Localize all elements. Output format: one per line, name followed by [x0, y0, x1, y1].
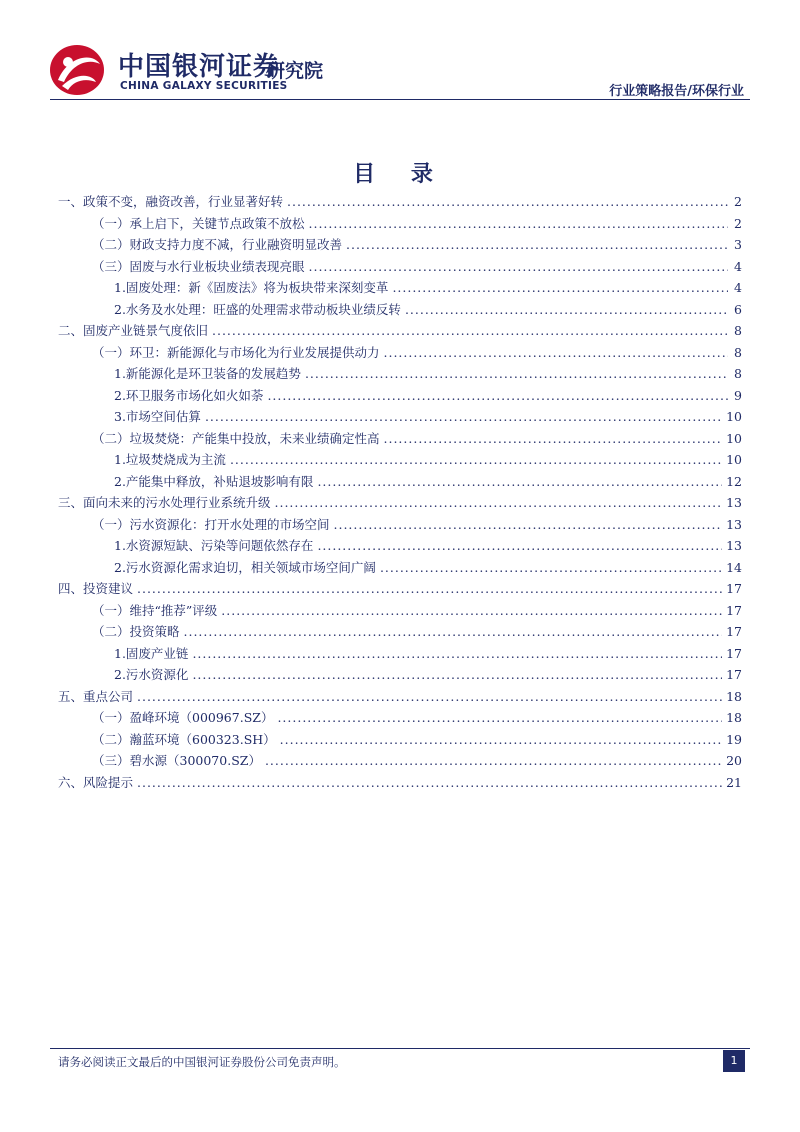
toc-entry-title: 1.垃圾焚烧成为主流 — [114, 452, 226, 467]
toc-entry-title: （一）盈峰环境（000967.SZ） — [92, 710, 274, 725]
toc-entry-page: 21 — [726, 774, 742, 790]
toc-leader-dots — [192, 667, 722, 682]
toc-entry-page: 9 — [734, 387, 742, 403]
toc-entry-page: 4 — [734, 280, 742, 295]
toc-entry-page: 13 — [726, 516, 742, 532]
toc-entry-page: 6 — [734, 301, 742, 317]
toc-entry[interactable] — [58, 515, 742, 537]
toc-entry[interactable] — [58, 364, 742, 386]
toc-entry[interactable] — [58, 407, 742, 429]
toc-entry-page: 17 — [726, 667, 742, 682]
toc-entry[interactable] — [58, 321, 742, 343]
toc-entry-page: 19 — [726, 731, 742, 747]
toc-entry[interactable] — [58, 300, 742, 322]
toc-entry[interactable] — [58, 429, 742, 451]
toc-entry-page: 13 — [726, 538, 742, 553]
toc-entry-page: 18 — [726, 688, 742, 704]
toc-entry[interactable] — [58, 687, 742, 709]
toc-leader-dots — [137, 581, 722, 596]
toc-entry-title: 五、重点公司 — [58, 688, 134, 704]
page-number-badge: 1 — [723, 1050, 745, 1072]
toc-entry-title: 2.产能集中释放，补贴退坡影响有限 — [114, 473, 314, 489]
toc-leader-dots — [230, 452, 722, 467]
toc-leader-dots — [137, 689, 722, 704]
toc-entry-page: 10 — [726, 452, 742, 467]
toc-entry-title: 六、风险提示 — [58, 774, 134, 790]
toc-entry[interactable] — [58, 235, 742, 257]
toc-leader-dots — [380, 560, 722, 575]
toc-entry[interactable] — [58, 579, 742, 601]
toc-entry[interactable] — [58, 730, 742, 752]
toc-leader-dots — [305, 366, 728, 381]
toc-entry[interactable] — [58, 558, 742, 580]
logo-institute-name: 研究院 — [266, 60, 324, 82]
toc-leader-dots — [317, 538, 722, 553]
toc-entry[interactable] — [58, 751, 742, 773]
toc-leader-dots — [221, 603, 722, 618]
toc-leader-dots — [334, 517, 723, 532]
toc-entry[interactable] — [58, 214, 742, 236]
toc-entry-page: 17 — [726, 645, 742, 661]
toc-leader-dots — [265, 753, 722, 768]
toc-entry-title: （三）碧水源（300070.SZ） — [92, 753, 261, 768]
toc-leader-dots — [287, 194, 728, 209]
toc-entry-title: 二、固废产业链景气度依旧 — [58, 323, 209, 338]
toc-entry-title: 一、政策不变，融资改善，行业显著好转 — [58, 194, 284, 209]
toc-entry[interactable] — [58, 493, 742, 515]
toc-entry-page: 13 — [726, 495, 742, 510]
toc-entry-title: 2.污水资源化需求迫切，相关领域市场空间广阔 — [114, 559, 376, 575]
toc-entry-title: （二）投资策略 — [92, 624, 180, 639]
toc-leader-dots — [184, 624, 723, 639]
toc-entry[interactable] — [58, 343, 742, 365]
toc-entry[interactable] — [58, 644, 742, 666]
toc-entry-title: （二）瀚蓝环境（600323.SH） — [92, 731, 276, 747]
toc-entry[interactable] — [58, 601, 742, 623]
toc-entry-page: 8 — [734, 344, 742, 360]
toc-entry[interactable] — [58, 386, 742, 408]
toc-entry[interactable] — [58, 278, 742, 300]
header-divider — [50, 99, 750, 100]
toc-entry-title: （三）固废与水行业板块业绩表现亮眼 — [92, 258, 305, 274]
toc-entry-page: 14 — [726, 559, 742, 575]
toc-entry[interactable] — [58, 665, 742, 687]
toc-entry-title: 1.固废处理：新《固废法》将为板块带来深刻变革 — [114, 280, 389, 295]
galaxy-logo-icon — [48, 42, 106, 98]
toc-entry[interactable] — [58, 536, 742, 558]
toc-entry-page: 17 — [726, 624, 742, 639]
toc-entry-title: 四、投资建议 — [58, 581, 134, 596]
table-of-contents — [58, 192, 742, 794]
toc-entry-page: 10 — [726, 430, 742, 446]
logo-chinese-name: 中国银河证券 — [118, 52, 281, 82]
toc-leader-dots — [384, 431, 723, 446]
toc-leader-dots — [280, 732, 722, 747]
toc-entry-title: 1.固废产业链 — [114, 645, 189, 661]
toc-leader-dots — [212, 323, 728, 338]
toc-entry-page: 3 — [734, 237, 742, 252]
toc-leader-dots — [267, 388, 728, 403]
toc-entry-page: 20 — [726, 753, 742, 768]
toc-leader-dots — [405, 302, 728, 317]
toc-entry-page: 10 — [726, 409, 742, 424]
footer-disclaimer: 请务必阅读正文最后的中国银河证券股份公司免责声明。 — [58, 1055, 346, 1069]
toc-leader-dots — [192, 646, 722, 661]
toc-entry-page: 8 — [734, 366, 742, 381]
toc-entry-title: （一）维持“推荐”评级 — [92, 602, 218, 618]
toc-leader-dots — [275, 495, 723, 510]
toc-entry-page: 17 — [726, 602, 742, 618]
toc-leader-dots — [317, 474, 722, 489]
toc-title: 目 录 — [353, 161, 447, 187]
toc-entry-title: （一）承上启下，关键节点政策不放松 — [92, 215, 305, 231]
toc-entry[interactable] — [58, 773, 742, 795]
toc-entry-page: 12 — [726, 473, 742, 489]
toc-entry-title: （一）环卫：新能源化与市场化为行业发展提供动力 — [92, 344, 380, 360]
toc-entry[interactable] — [58, 257, 742, 279]
report-header — [0, 0, 800, 104]
logo-english-name: CHINA GALAXY SECURITIES — [120, 80, 288, 92]
toc-entry-page: 17 — [726, 581, 742, 596]
toc-leader-dots — [277, 710, 722, 725]
toc-entry-title: 2.环卫服务市场化如火如荼 — [114, 387, 264, 403]
toc-entry-title: （二）财政支持力度不减，行业融资明显改善 — [92, 237, 343, 252]
toc-leader-dots — [205, 409, 722, 424]
toc-entry-title: 2.污水资源化 — [114, 667, 189, 682]
report-type-label: 行业策略报告/环保行业 — [609, 84, 744, 99]
toc-entry-page: 4 — [734, 258, 742, 274]
toc-entry-title: （二）垃圾焚烧：产能集中投放，未来业绩确定性高 — [92, 430, 380, 446]
toc-entry-title: 2.水务及水处理：旺盛的处理需求带动板块业绩反转 — [114, 301, 401, 317]
toc-entry-page: 8 — [734, 323, 742, 338]
toc-leader-dots — [392, 280, 728, 295]
toc-entry-page: 2 — [734, 194, 742, 209]
toc-entry[interactable] — [58, 450, 742, 472]
toc-entry-title: 三、面向未来的污水处理行业系统升级 — [58, 495, 271, 510]
toc-leader-dots — [137, 775, 722, 790]
toc-leader-dots — [346, 237, 728, 252]
toc-entry-title: （一）污水资源化：打开水处理的市场空间 — [92, 516, 330, 532]
toc-entry-page: 2 — [734, 215, 742, 231]
toc-entry[interactable] — [58, 472, 742, 494]
toc-entry[interactable] — [58, 708, 742, 730]
toc-entry-title: 3.市场空间估算 — [114, 409, 201, 424]
toc-entry[interactable] — [58, 622, 742, 644]
toc-leader-dots — [309, 216, 728, 231]
toc-leader-dots — [309, 259, 728, 274]
toc-entry[interactable] — [58, 192, 742, 214]
footer-divider — [50, 1048, 750, 1049]
toc-entry-title: 1.水资源短缺、污染等问题依然存在 — [114, 538, 314, 553]
toc-entry-title: 1.新能源化是环卫装备的发展趋势 — [114, 366, 301, 381]
toc-entry-page: 18 — [726, 710, 742, 725]
toc-leader-dots — [384, 345, 728, 360]
company-logo — [48, 40, 338, 100]
